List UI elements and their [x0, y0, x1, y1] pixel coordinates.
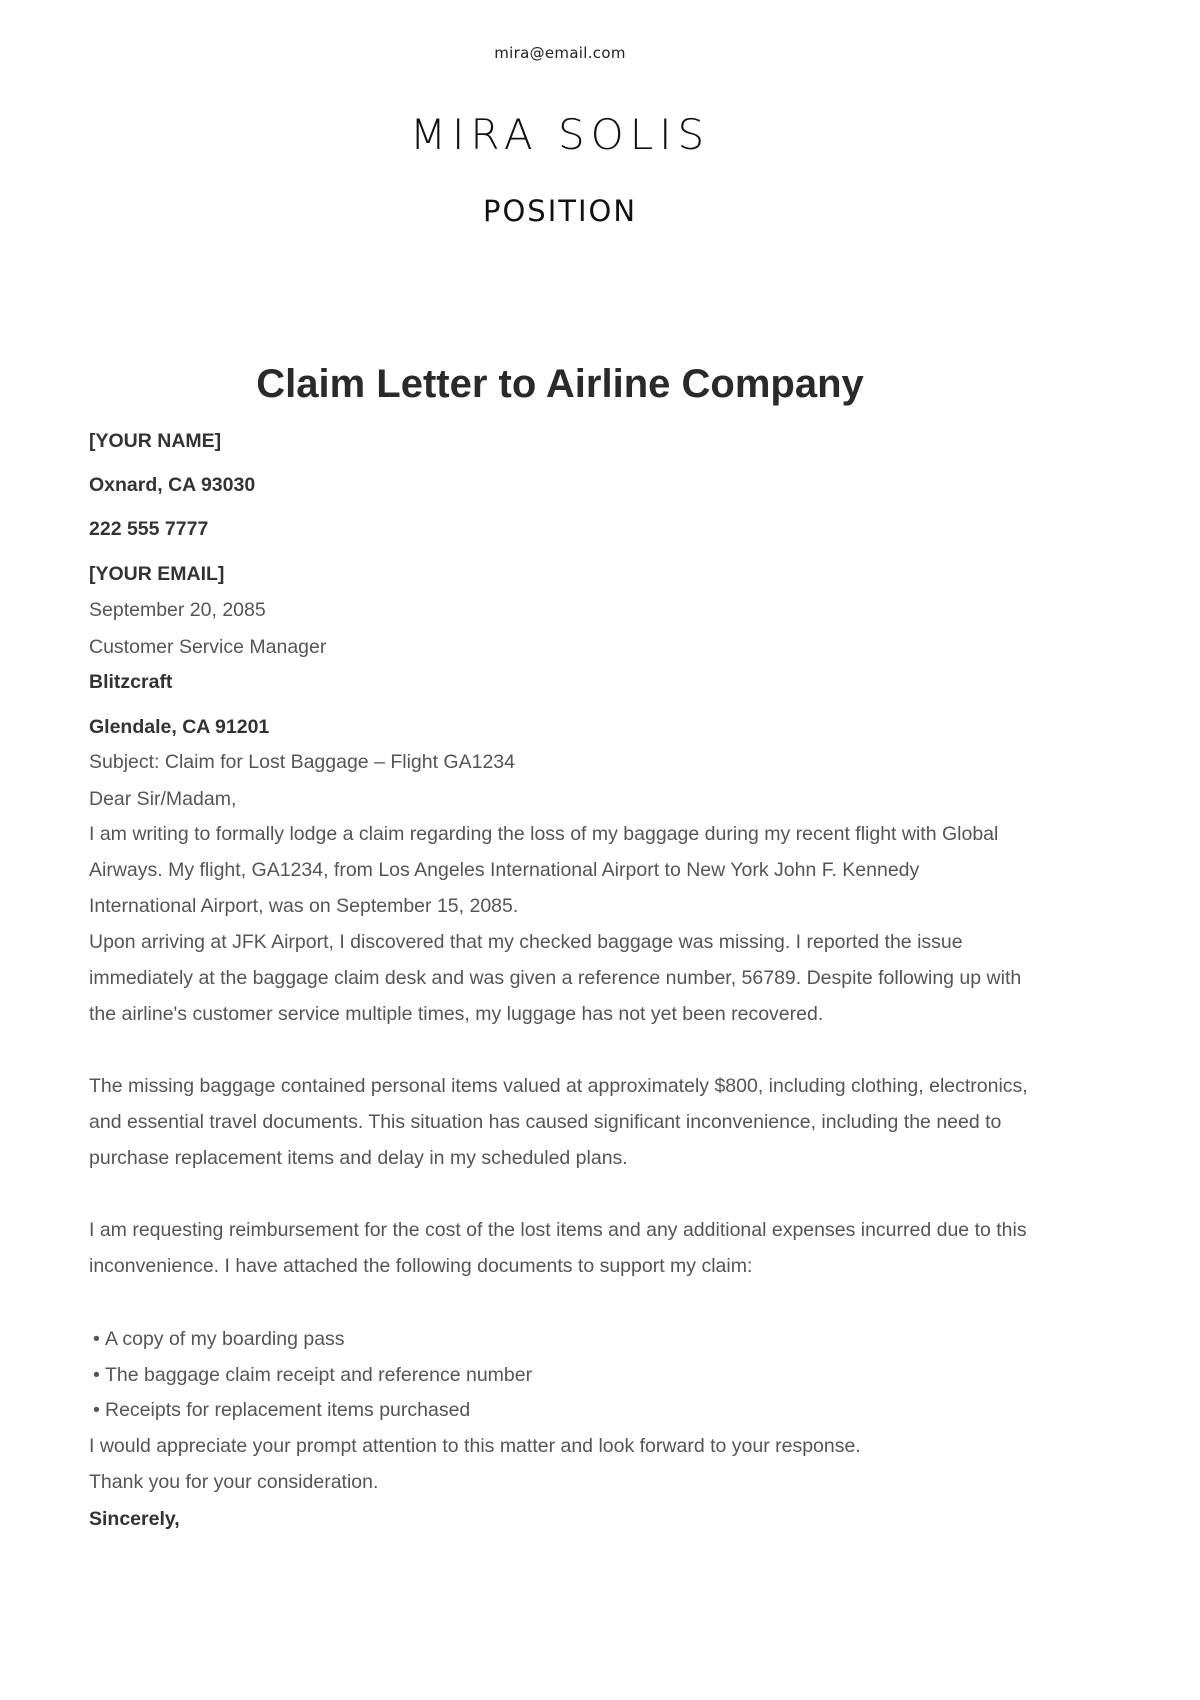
header-email: mira@email.com [494, 44, 626, 62]
letter-date: September 20, 2085 [89, 599, 266, 621]
recipient-title: Customer Service Manager [89, 636, 327, 658]
attachment-item: • Receipts for replacement items purchased [93, 1399, 471, 1421]
subject-line: Subject: Claim for Lost Baggage – Flight GA1234 [89, 751, 515, 773]
paragraph-1: I am writing to formally lodge a claim regarding the loss of my baggage during my recent flight with Global Airways. My flight, GA1234, from Los Angeles International Airport to New York John F. Kennedy International Airport, was on September 15, 2085. [89, 823, 999, 917]
document-title: Claim Letter to Airline Company [256, 362, 864, 406]
paragraph-2: Upon arriving at JFK Airport, I discovered that my checked baggage was missing. I reported the issue immediately at the baggage claim desk and was given a reference number, 56789. Despite following up with the airline's customer service multiple times, my luggage has not yet been recovered. [89, 931, 1022, 1025]
attachment-item: • The baggage claim receipt and reference number [93, 1364, 533, 1386]
bullet-icon: • [93, 1328, 100, 1350]
bullet-icon: • [93, 1399, 100, 1421]
sender-name: [YOUR NAME] [89, 430, 222, 452]
closing-line-1: I would appreciate your prompt attention to this matter and look forward to your response. [89, 1435, 861, 1457]
recipient-address: Glendale, CA 91201 [89, 716, 270, 738]
header-position: POSITION [482, 194, 638, 228]
header-name: MIRA SOLIS [409, 110, 711, 159]
recipient-company: Blitzcraft [89, 671, 173, 693]
attachment-item: • A copy of my boarding pass [93, 1328, 345, 1350]
paragraph-3: The missing baggage contained personal items valued at approximately $800, including clothing, electronics, and essential travel documents. This situation has caused significant inconvenience, including the need to purchase replacement items and delay in my scheduled plans. [89, 1075, 1028, 1169]
sender-address: Oxnard, CA 93030 [89, 474, 256, 496]
sender-email: [YOUR EMAIL] [89, 563, 225, 585]
bullet-icon: • [93, 1364, 100, 1386]
closing-line-2: Thank you for your consideration. [89, 1471, 379, 1493]
paragraph-4: I am requesting reimbursement for the cost of the lost items and any additional expenses incurred due to this inconvenience. I have attached the following documents to support my claim: [89, 1219, 1027, 1277]
signoff: Sincerely, [89, 1508, 180, 1530]
sender-phone: 222 555 7777 [89, 518, 209, 540]
salutation: Dear Sir/Madam, [89, 788, 237, 810]
